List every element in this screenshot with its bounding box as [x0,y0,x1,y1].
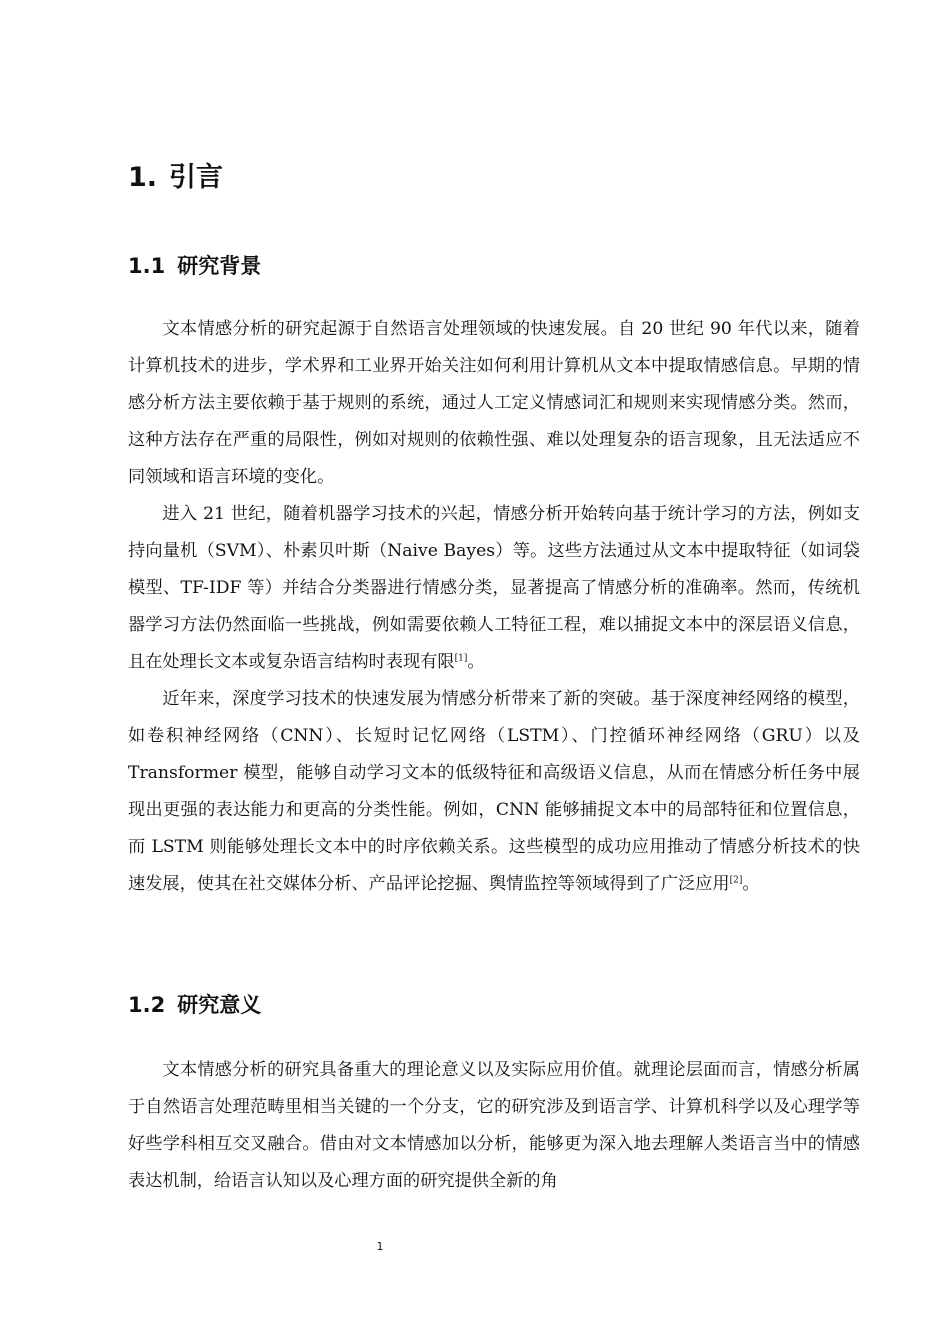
paragraph [128,496,860,681]
chapter-number: 1. [128,162,158,193]
paragraph-text: 进入 21 世纪，随着机器学习技术的兴起，情感分析开始转向基于统计学习的方法，例如支持向量机（SVM）、朴素贝叶斯（Naive Bayes）等。这些方法通过从文本中提取特征（如词袋模型、TF-IDF 等）并结合分类器进行情感分类，显著提高了情感分析的准确率。然而，传统机器学习方法仍然面临一些挑战，例如需要依赖人工特征工程，难以捕捉文本中的深层语义信息，且在处理长文本或复杂语言结构时表现有限 [128,504,860,672]
paragraph-text: 文本情感分析的研究具备重大的理论意义以及实际应用价值。就理论层面而言，情感分析属于自然语言处理范畴里相当关键的一个分支，它的研究涉及到语言学、计算机科学以及心理学等好些学科相互交叉融合。借由对文本情感加以分析，能够更为深入地去理解人类语言当中的情感表达机制，给语言认知以及心理方面的研究提供全新的角 [128,1060,860,1191]
paragraph [128,1052,860,1200]
chapter-heading [128,158,223,198]
section-title: 研究背景 [177,254,262,278]
paragraph-tail: 。 [467,652,485,672]
section-title: 研究意义 [177,993,262,1017]
paragraph-text: 文本情感分析的研究起源于自然语言处理领域的快速发展。自 20 世纪 90 年代以来，随着计算机技术的进步，学术界和工业界开始关注如何利用计算机从文本中提取情感信息。早期的情感分析方法主要依赖于基于规则的系统，通过人工定义情感词汇和规则来实现情感分类。然而，这种方法存在严重的局限性，例如对规则的依赖性强、难以处理复杂的语言现象，且无法适应不同领域和语言环境的变化。 [128,319,860,487]
chapter-title: 引言 [169,162,224,193]
section-number: 1.1 [128,254,166,278]
section-body-1-1 [128,311,860,903]
section-number: 1.2 [128,993,166,1017]
paragraph-text: 近年来，深度学习技术的快速发展为情感分析带来了新的突破。基于深度神经网络的模型，如卷积神经网络（CNN）、长短时记忆网络（LSTM）、门控循环神经网络（GRU）以及 Transformer 模型，能够自动学习文本的低级特征和高级语义信息，从而在情感分析任务中展现出更强的表达能力和更高的分类性能。例如，CNN 能够捕捉文本中的局部特征和位置信息，而 LSTM 则能够处理长文本中的时序依赖关系。这些模型的成功应用推动了情感分析技术的快速发展，使其在社交媒体分析、产品评论挖掘、舆情监控等领域得到了广泛应用 [128,689,860,894]
paragraph [128,681,860,903]
section-heading-1-1 [128,250,261,282]
section-heading-1-2 [128,989,261,1021]
paragraph [128,311,860,496]
citation-marker: [1] [454,653,468,664]
paragraph-tail: 。 [742,874,760,894]
section-body-1-2 [128,1052,860,1200]
citation-marker: [2] [729,875,743,886]
page-number: 1 [376,1240,384,1253]
